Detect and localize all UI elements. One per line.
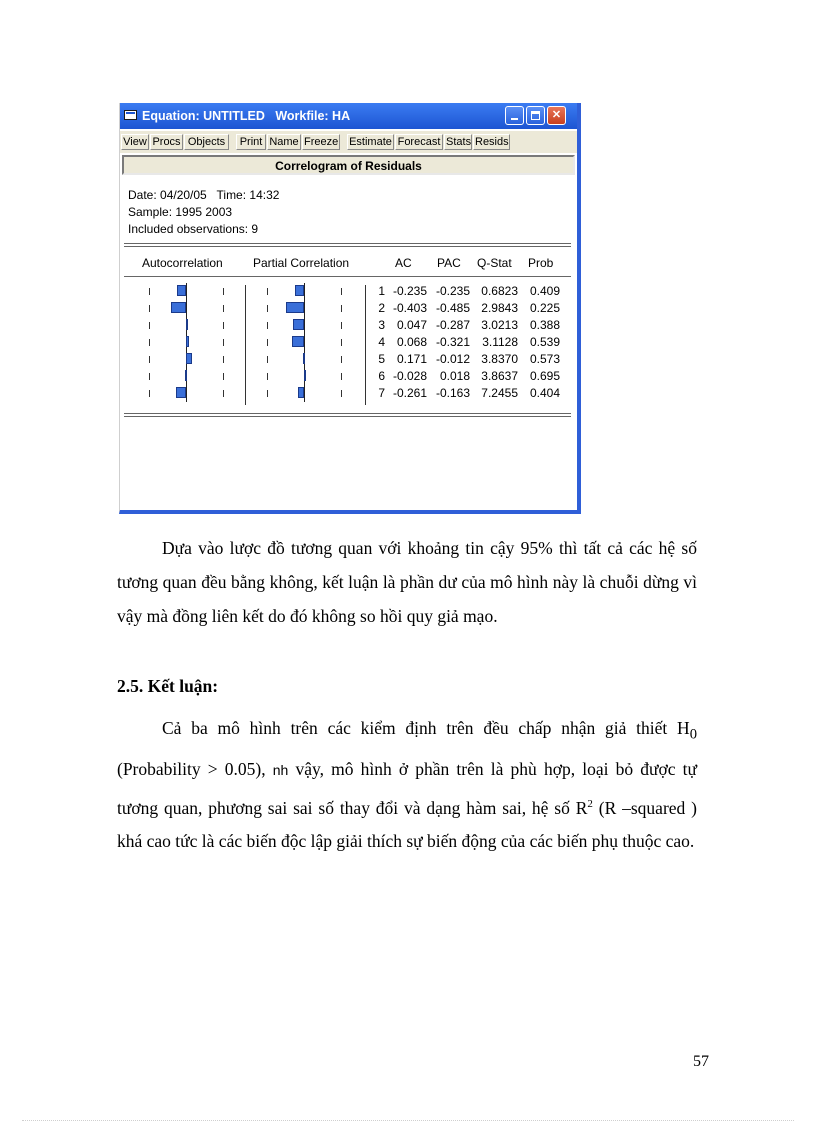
confidence-band-tick (341, 305, 342, 312)
paragraph-text-b: (Probability > 0.05), (117, 758, 273, 779)
window-title: Equation: UNTITLED Workfile: HA (142, 109, 351, 123)
zero-axis-segment (304, 334, 305, 351)
ac-value: -0.235 (392, 284, 427, 298)
ac-bar (185, 370, 187, 381)
sample-line: Sample: 1995 2003 (128, 205, 233, 219)
pac-bar (303, 353, 305, 364)
toolbar-forecast-button[interactable]: Forecast (395, 134, 443, 150)
toolbar-resids-button[interactable]: Resids (475, 136, 509, 148)
confidence-band-tick (267, 305, 268, 312)
ac-value: 0.047 (396, 318, 427, 332)
pac-bar (293, 319, 304, 330)
paragraph-correlogram-conclusion (117, 531, 697, 633)
confidence-band-tick (341, 356, 342, 363)
lag-cell: 3 (378, 318, 385, 332)
maximize-icon (531, 111, 540, 120)
pac-value: -0.163 (435, 386, 470, 400)
prob-value: 0.695 (529, 369, 560, 383)
confidence-band-tick (267, 356, 268, 363)
zero-axis-segment (186, 300, 187, 317)
toolbar-objects-button[interactable]: Objects (184, 134, 229, 150)
toolbar-procs-button[interactable]: Procs (150, 134, 183, 150)
page-bottom-border (22, 1120, 794, 1121)
confidence-band-tick (341, 373, 342, 380)
paragraph-conclusion (117, 711, 697, 858)
zero-axis-segment (304, 300, 305, 317)
confidence-band-tick (223, 305, 224, 312)
correlogram-title: Correlogram of Residuals (122, 155, 575, 175)
pac-bar (295, 285, 304, 296)
column-separator (245, 285, 246, 405)
lag-cell: 5 (378, 352, 385, 366)
window-app-icon (124, 110, 137, 120)
prob-value: 0.539 (529, 335, 560, 349)
toolbar-stats-button[interactable]: Stats (446, 136, 472, 148)
ac-value: -0.261 (392, 386, 427, 400)
pac-bar (298, 387, 304, 398)
ac-bar (176, 387, 186, 398)
superscript-two: 2 (587, 797, 593, 810)
ac-value: 0.068 (396, 335, 427, 349)
column-separator (365, 285, 366, 405)
qstat-value: 2.9843 (481, 301, 518, 315)
prob-value: 0.225 (529, 301, 560, 315)
confidence-band-tick (223, 288, 224, 295)
lag-cell: 2 (378, 301, 385, 315)
pac-value: -0.235 (435, 284, 470, 298)
estimation-info (128, 187, 279, 238)
prob-value: 0.388 (529, 318, 560, 332)
ac-value: 0.171 (396, 352, 427, 366)
page-number: 57 (693, 1053, 709, 1070)
toolbar-print-button[interactable]: Print (236, 134, 266, 150)
observations-line: Included observations: 9 (128, 222, 259, 236)
maximize-button[interactable] (526, 106, 545, 125)
subscript-zero: 0 (689, 726, 697, 743)
lag-cell: 7 (378, 386, 385, 400)
divider-line (124, 246, 571, 247)
confidence-band-tick (341, 390, 342, 397)
confidence-band-tick (149, 373, 150, 380)
confidence-band-tick (267, 390, 268, 397)
confidence-band-tick (341, 322, 342, 329)
confidence-band-tick (223, 339, 224, 346)
zero-axis-segment (186, 385, 187, 402)
confidence-band-tick (149, 356, 150, 363)
eviews-equation-window[interactable] (119, 103, 581, 514)
header-partial-correlation: Partial Correlation (253, 256, 350, 270)
confidence-band-tick (149, 339, 150, 346)
confidence-band-tick (149, 288, 150, 295)
paragraph-text-a: Cả ba mô hình trên các kiểm định trên đều chấp nhận giả thiết H (162, 718, 690, 738)
toolbar-estimate-button[interactable]: Estimate (347, 134, 394, 150)
ac-bar (186, 336, 189, 347)
lag-cell: 1 (378, 284, 385, 298)
header-prob: Prob (528, 256, 554, 270)
pac-bar (286, 302, 304, 313)
ac-bar (171, 302, 186, 313)
zero-axis-segment (304, 385, 305, 402)
confidence-band-tick (267, 288, 268, 295)
qstat-value: 3.0213 (481, 318, 518, 332)
paragraph-text: Dựa vào lược đồ tương quan với khoảng tin cậy 95% thì tất cả các hệ số tương quan đều bằng không, kết luận là phần dư của mô hình này là chuỗi dừng vì vậy mà đồng liên kết do đó không so hồi quy giả mạo. (117, 538, 697, 626)
divider-line (124, 243, 571, 244)
minimize-button[interactable] (505, 106, 524, 125)
confidence-band-tick (341, 339, 342, 346)
ac-value: -0.028 (392, 369, 427, 383)
lag-cell: 4 (378, 335, 385, 349)
window-toolbar (120, 131, 577, 153)
paragraph-text-c: vậy, mô hình ở phần trên là phù hợp, loại bỏ được tự tương quan, phương sai sai số thay đổi và dạng hàm sai, hệ số R (117, 758, 697, 818)
prob-value: 0.409 (529, 284, 560, 298)
pac-value: -0.321 (435, 335, 470, 349)
divider-line (124, 416, 571, 417)
qstat-value: 3.8637 (481, 369, 518, 383)
ac-value: -0.403 (392, 301, 427, 315)
date-line: Date: 04/20/05 Time: 14:32 (128, 188, 280, 202)
divider-line (124, 276, 571, 277)
pac-bar (304, 370, 306, 381)
window-titlebar[interactable] (120, 103, 577, 129)
divider-line (124, 413, 571, 414)
confidence-band-tick (267, 373, 268, 380)
ac-bar (186, 319, 188, 330)
ac-bar (177, 285, 186, 296)
prob-value: 0.404 (529, 386, 560, 400)
confidence-band-tick (223, 390, 224, 397)
zero-axis-segment (304, 317, 305, 334)
lag-cell: 6 (378, 369, 385, 383)
section-heading: 2.5. Kết luận: (117, 676, 219, 696)
zero-axis-segment (304, 283, 305, 300)
qstat-value: 0.6823 (481, 284, 518, 298)
pac-value: -0.287 (435, 318, 470, 332)
ac-bar (186, 353, 192, 364)
confidence-band-tick (223, 322, 224, 329)
paragraph-text-nh: nh (272, 761, 289, 778)
header-pac: PAC (437, 256, 461, 270)
confidence-band-tick (149, 305, 150, 312)
pac-value: 0.018 (439, 369, 470, 383)
header-qstat: Q-Stat (477, 256, 512, 270)
toolbar-freeze-button[interactable]: Freeze (304, 136, 339, 148)
pac-bar (292, 336, 304, 347)
qstat-value: 3.8370 (481, 352, 518, 366)
confidence-band-tick (149, 390, 150, 397)
confidence-band-tick (267, 322, 268, 329)
zero-axis-segment (186, 283, 187, 300)
paragraph-text-d: (R –squared ) khá cao tức là các biến độc lập giải thích sự biến động của các biến phụ thuộc cao. (117, 797, 697, 852)
pac-value: -0.012 (435, 352, 470, 366)
prob-value: 0.573 (529, 352, 560, 366)
confidence-band-tick (223, 373, 224, 380)
confidence-band-tick (149, 322, 150, 329)
minimize-icon (511, 118, 518, 120)
toolbar-name-button[interactable]: Name (267, 134, 301, 150)
close-icon: ✕ (551, 109, 562, 121)
qstat-value: 7.2455 (481, 386, 518, 400)
close-button[interactable] (547, 106, 566, 125)
toolbar-view-button[interactable]: View (121, 134, 149, 150)
header-autocorrelation: Autocorrelation (142, 256, 223, 270)
confidence-band-tick (341, 288, 342, 295)
header-ac: AC (395, 256, 412, 270)
confidence-band-tick (223, 356, 224, 363)
confidence-band-tick (267, 339, 268, 346)
pac-value: -0.485 (435, 301, 470, 315)
qstat-value: 3.1128 (482, 335, 518, 349)
